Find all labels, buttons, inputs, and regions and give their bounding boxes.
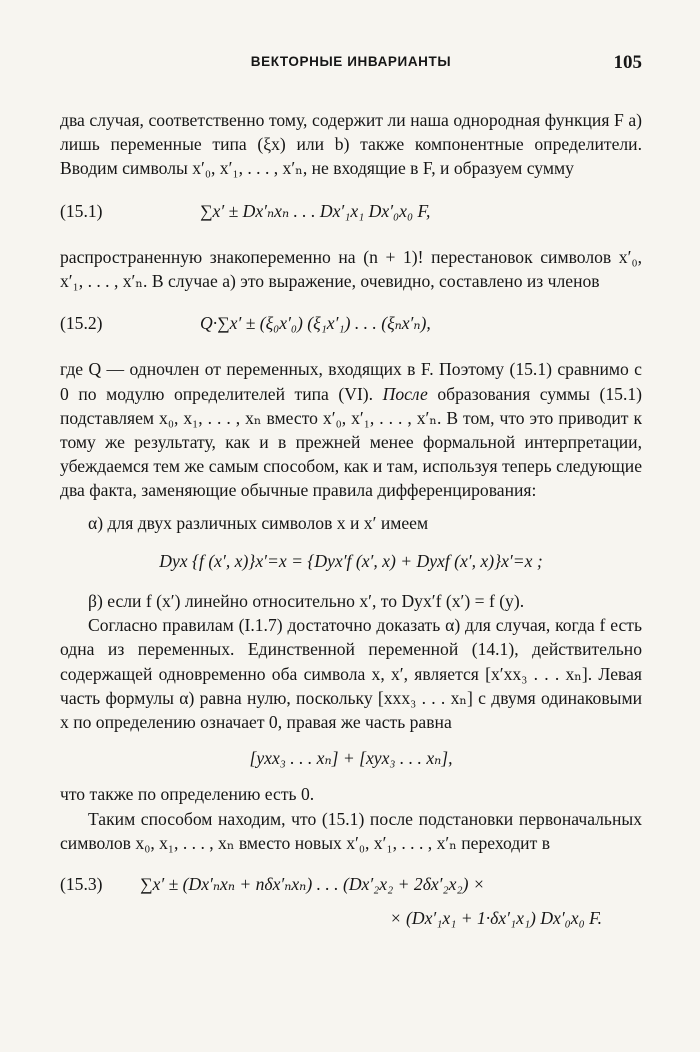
formula-15-2	[60, 311, 642, 335]
paragraph-6: Таким способом находим, что (15.1) после подстановки первоначальных символов x₀, x₁, . . . , xₙ вместо новых x′₀, x′₁, . . . , x′ₙ переходит в	[60, 808, 642, 853]
page-body	[60, 108, 642, 957]
formula-body: ∑x′ ± Dx′ₙxₙ . . . Dx′₁x₁ Dx′₀x₀ F,	[200, 200, 431, 221]
formula-line-1: ∑x′ ± (Dx′ₙxₙ + nδx′ₙxₙ) . . . (Dx′₂x₂ + 2δx′₂x₂) ×	[140, 874, 485, 895]
formula-15-3	[60, 867, 642, 935]
paragraph-5: что также по определению есть 0.	[60, 784, 315, 805]
formula-number: (15.3)	[60, 874, 103, 895]
paragraph-3-emphasis: После	[382, 383, 428, 404]
formula-number: (15.1)	[60, 200, 103, 221]
formula-body: Q·∑x′ ± (ξ₀x′₀) (ξ₁x′₁) . . . (ξₙx′ₙ),	[200, 313, 431, 334]
formula-15-1	[60, 199, 642, 223]
paragraph-4: Согласно правилам (I.1.7) достаточно доказать α) для случая, когда f есть одна из переменных. Единственной переменной (14.1), действительно содержащей одновременно оба символа x, x′, является [x′xx₃ . . . xₙ]. Левая часть формулы α) равна нулю, поскольку [xxx₃ . . . xₙ] с двумя одинаковыми x по определению означает 0, правая же часть равна	[60, 615, 642, 733]
paragraph-3-text: где Q — одночлен от переменных, входящих в F. Поэтому (15.1) сравнимо с 0 по модулю определителей типа (VI).	[60, 359, 642, 404]
formula-line-2: × (Dx′₁x₁ + 1·δx′₁x₁) Dx′₀x₀ F.	[389, 908, 602, 929]
formula-body	[140, 867, 642, 935]
formula-alpha: Dyx {f (x′, x)}x′=x = {Dyx′f (x′, x) + Dyxf (x′, x)}x′=x ;	[159, 550, 543, 571]
paragraph-2: распространенную знакопеременно на (n + 1)! перестановок символов x′₀, x′₁, . . . , x′ₙ. В случае a) это выражение, очевидно, составлено из членов	[60, 246, 642, 292]
paragraph-1: два случая, соответственно тому, содержит ли наша однородная функция F a) лишь переменные типа (ξx) или b) также компонентные определители. Вводим символы x′₀, x′₁, . . . , x′ₙ, не входящие в F, и образуем сумму	[60, 110, 642, 179]
formula-number: (15.2)	[60, 313, 103, 334]
rule-alpha: α) для двух различных символов x и x′ имеем	[88, 512, 429, 533]
page-header	[60, 54, 642, 78]
formula-bracket-sum: [yxx₃ . . . xₙ] + [xyx₃ . . . xₙ],	[249, 748, 453, 769]
paragraph-3-text-cont: образования суммы (15.1) подставляем x₀, x₁, . . . , xₙ вместо x′₀, x′₁, . . . , x′ₙ. В том, что это приводит к тому же результату, как и в прежней менее формальной интерпретации, убеждаемся тем же самым способом, как и там, используя теперь следующие два факта, заменяющие обычные правила дифференцирования:	[60, 383, 642, 501]
page-number: 105	[613, 52, 642, 73]
paragraph-3	[60, 357, 642, 502]
rule-beta: β) если f (x′) линейно относительно x′, то Dyx′f (x′) = f (y).	[88, 591, 525, 612]
running-title: ВЕКТОРНЫЕ ИНВАРИАНТЫ	[250, 54, 452, 69]
